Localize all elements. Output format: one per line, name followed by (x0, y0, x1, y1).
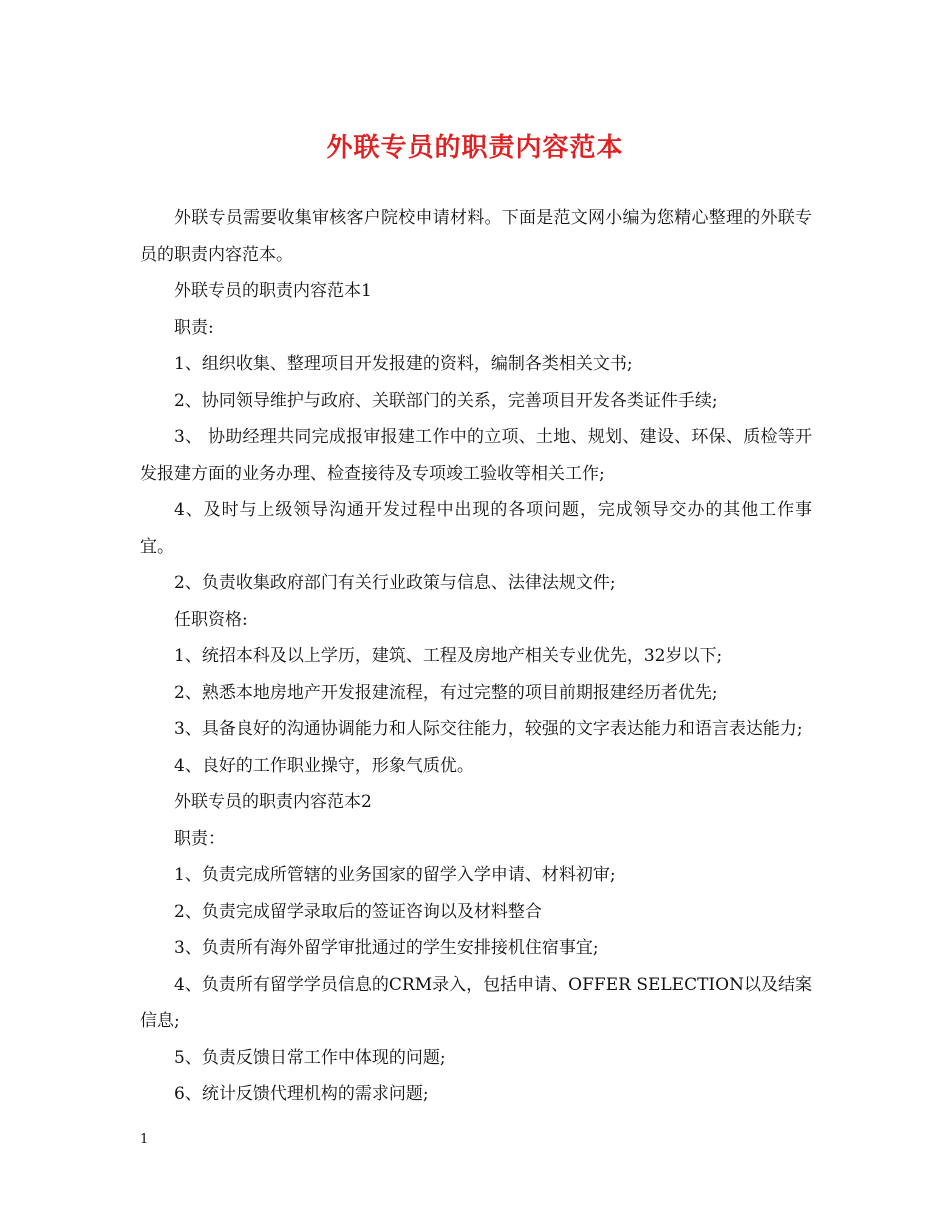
section-heading: 外联专员的职责内容范本2 (174, 792, 372, 812)
page-number: 1 (140, 1132, 149, 1147)
subheading: 任职资格: (174, 609, 248, 630)
document-body (140, 200, 812, 1113)
list-item: 5、负责反馈日常工作中体现的问题; (174, 1047, 446, 1068)
section-heading: 外联专员的职责内容范本1 (174, 281, 372, 301)
list-item: 4、良好的工作职业操守，形象气质优。 (174, 755, 474, 776)
list-item: 3、负责所有海外留学审批通过的学生安排接机住宿事宜; (174, 938, 599, 958)
document-title: 外联专员的职责内容范本 (326, 133, 624, 163)
list-item: 6、统计反馈代理机构的需求问题; (174, 1084, 429, 1104)
list-item: 3、具备良好的沟通协调能力和人际交往能力，较强的文字表达能力和语言表达能力; (174, 719, 803, 739)
list-item: 4、负责所有留学学员信息的CRM录入，包括申请、OFFER SELECTION以及结案信息; (140, 974, 812, 1031)
subheading: 职责： (174, 828, 225, 849)
list-item: 1、组织收集、整理项目开发报建的资料，编制各类相关文书; (174, 354, 633, 374)
list-item: 2、负责完成留学录取后的签证咨询以及材料整合 (174, 901, 542, 922)
subheading: 职责: (174, 317, 214, 338)
paragraph: 外联专员需要收集审核客户院校申请材料。下面是范文网小编为您精心整理的外联专员的职责内容范本。 (140, 208, 812, 265)
list-item: 1、统招本科及以上学历，建筑、工程及房地产相关专业优先，32岁以下; (174, 646, 723, 666)
list-item: 2、负责收集政府部门有关行业政策与信息、法律法规文件; (174, 573, 616, 593)
list-item: 4、及时与上级领导沟通开发过程中出现的各项问题，完成领导交办的其他工作事宜。 (140, 500, 812, 557)
list-item: 2、熟悉本地房地产开发报建流程，有过完整的项目前期报建经历者优先; (174, 682, 718, 703)
list-item: 1、负责完成所管辖的业务国家的留学入学申请、材料初审; (174, 865, 616, 885)
list-item: 3、 协助经理共同完成报审报建工作中的立项、土地、规划、建设、环保、质检等开发报建方面的业务办理、检查接待及专项竣工验收等相关工作; (140, 427, 812, 484)
list-item: 2、协同领导维护与政府、关联部门的关系，完善项目开发各类证件手续; (174, 390, 718, 411)
